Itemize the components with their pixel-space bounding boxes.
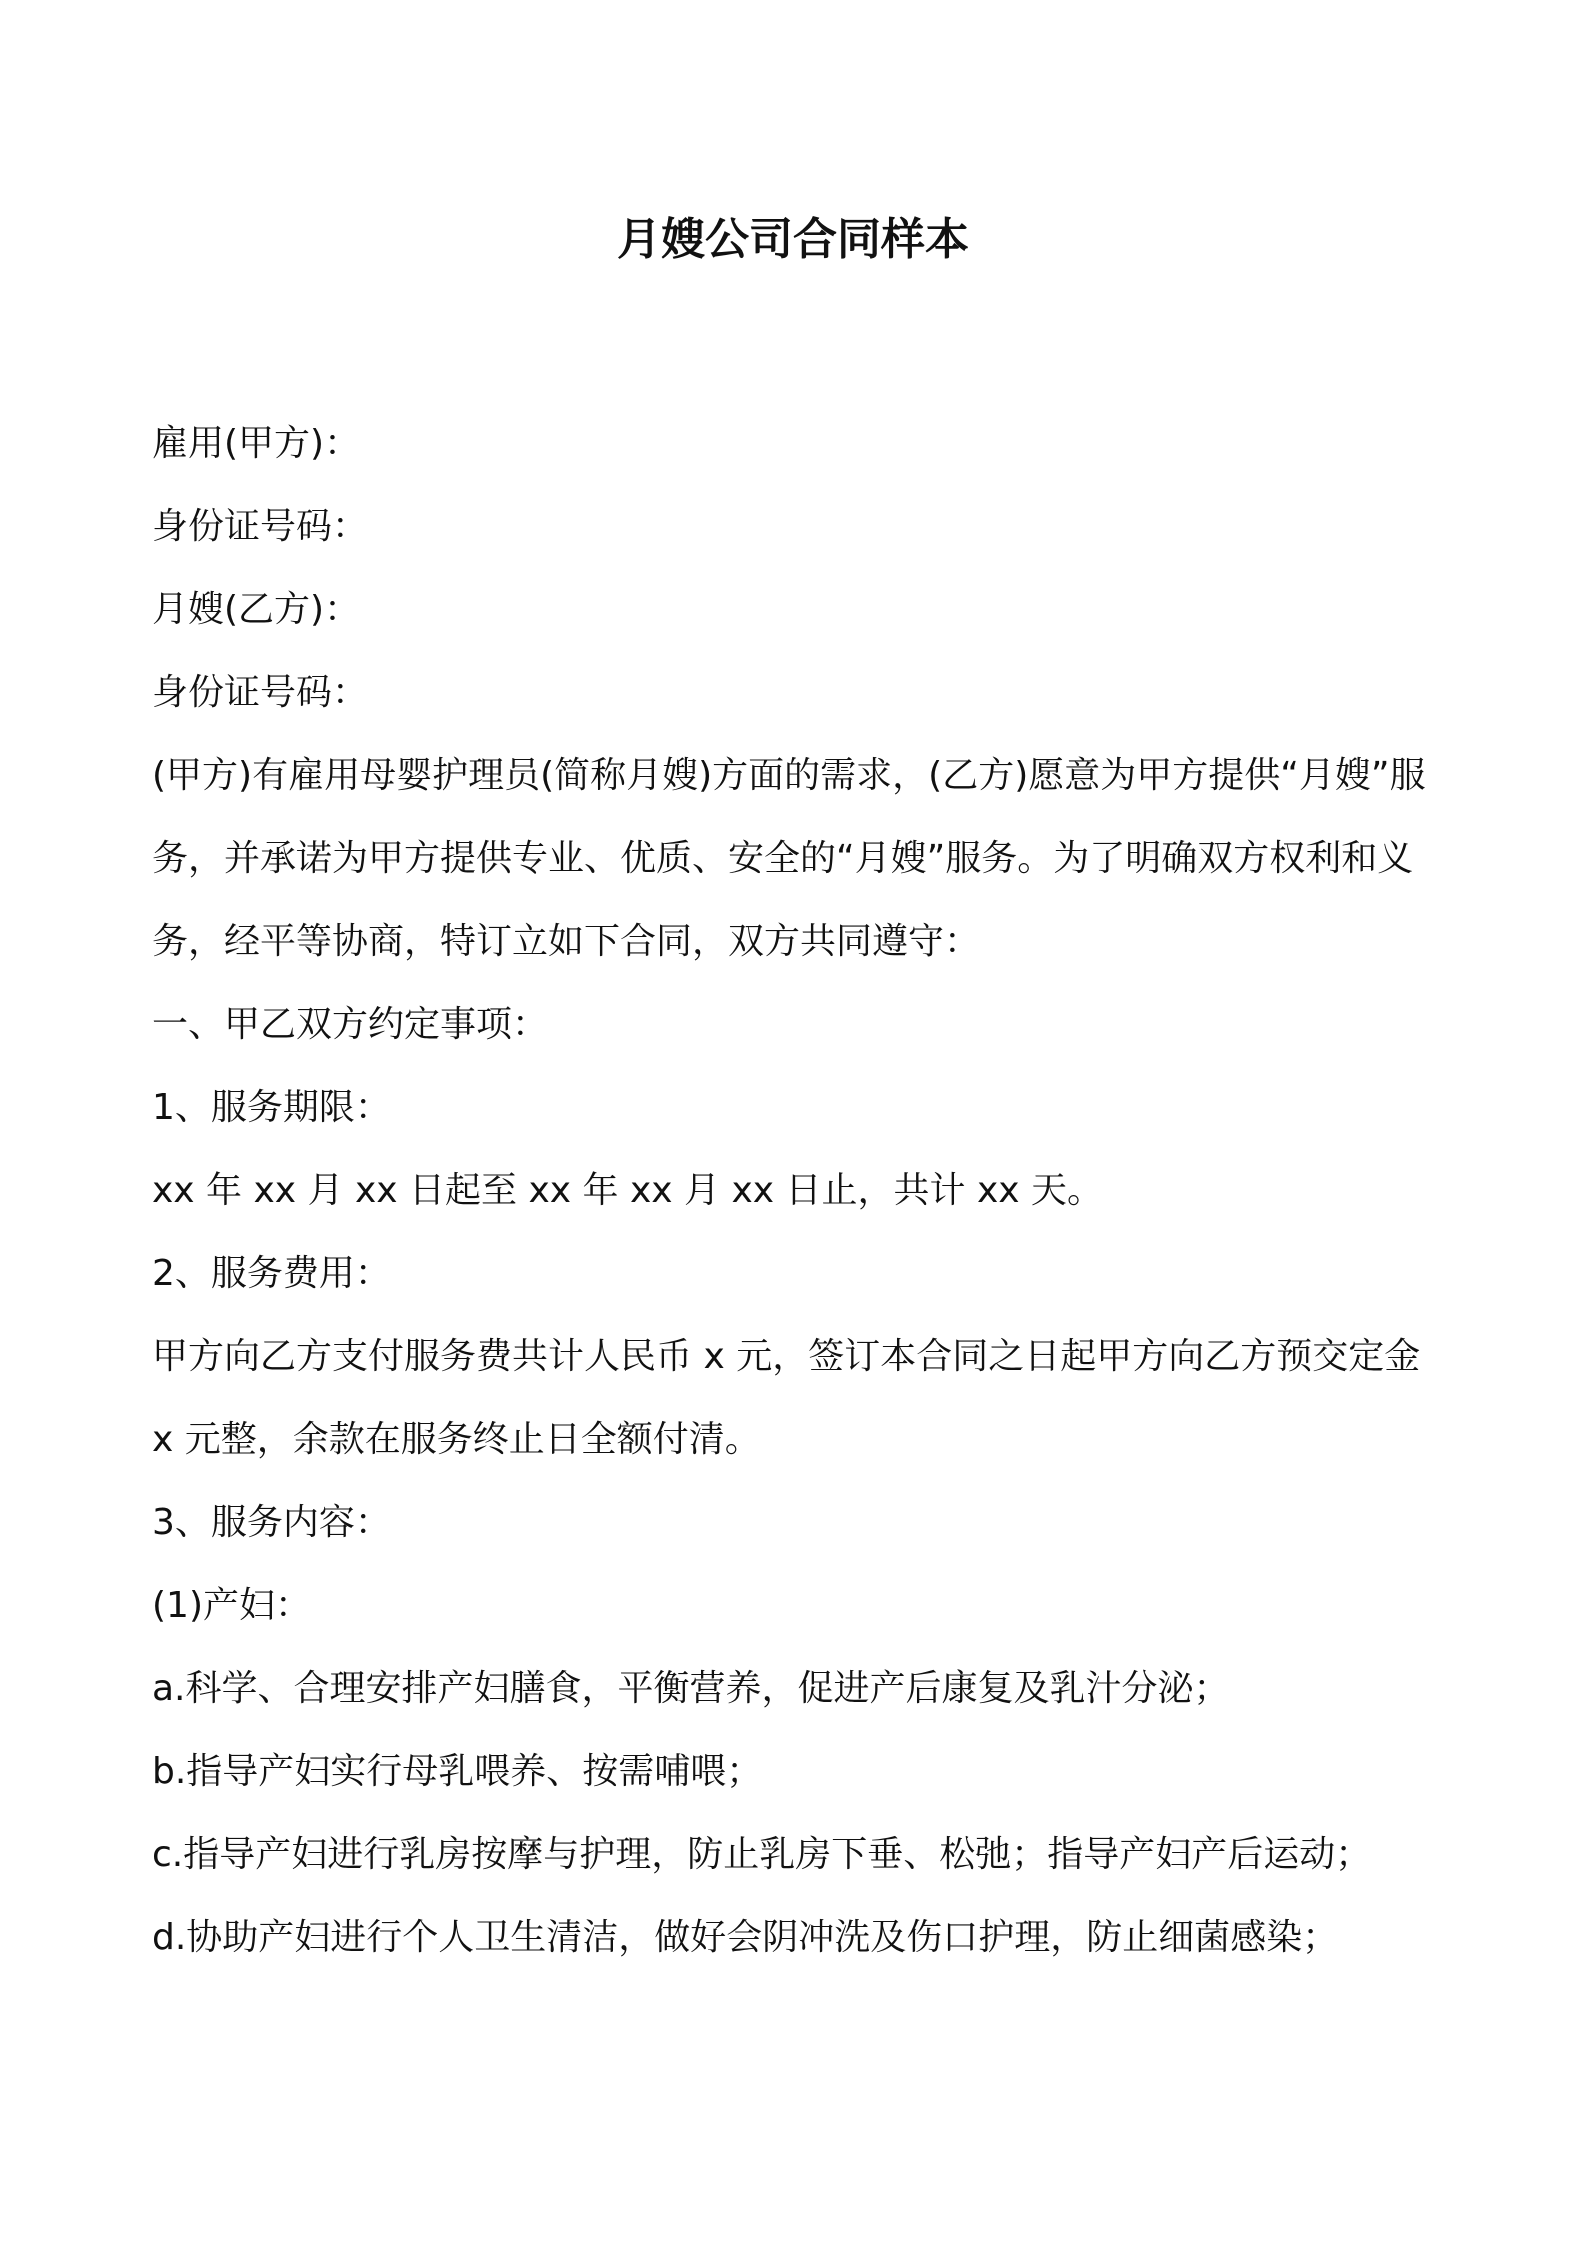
- clause-heading-service-fee: 2、服务费用：: [152, 1253, 391, 1294]
- nanny-field-label: 月嫂(乙方)：: [152, 589, 361, 630]
- list-item-b: b.指导产妇实行母乳喂养、按需哺喂；: [152, 1751, 763, 1792]
- document-title: 月嫂公司合同样本: [617, 214, 969, 265]
- nanny-id-number-label: 身份证号码：: [152, 672, 369, 713]
- clause-heading-service-content: 3、服务内容：: [152, 1502, 391, 1543]
- service-period-text: xx 年 xx 月 xx 日起至 xx 年 xx 月 xx 日止，共计 xx 天。: [152, 1170, 1104, 1211]
- service-fee-text: 甲方向乙方支付服务费共计人民币 x 元，签订本合同之日起甲方向乙方预交定金 x 元整，余款在服务终止日全额付清。: [152, 1336, 1421, 1460]
- preamble-paragraph: (甲方)有雇用母婴护理员(简称月嫂)方面的需求，(乙方)愿意为甲方提供“月嫂”服务，并承诺为甲方提供专业、优质、安全的“月嫂”服务。为了明确双方权利和义务，经平等协商，特订立如下合同，双方共同遵守：: [152, 755, 1426, 962]
- subclause-heading-mother: (1)产妇：: [152, 1585, 311, 1626]
- employer-field-label: 雇用(甲方)：: [152, 423, 361, 464]
- employer-id-number-label: 身份证号码：: [152, 506, 369, 547]
- list-item-d: d.协助产妇进行个人卫生清洁，做好会阴冲洗及伤口护理，防止细菌感染；: [152, 1917, 1339, 1958]
- document-body: [152, 402, 1442, 1979]
- clause-heading-service-period: 1、服务期限：: [152, 1087, 391, 1128]
- section-heading-agreed-matters: 一、甲乙双方约定事项：: [152, 1004, 549, 1045]
- list-item-a: a.科学、合理安排产妇膳食，平衡营养，促进产后康复及乳汁分泌；: [152, 1668, 1230, 1709]
- list-item-c: c.指导产妇进行乳房按摩与护理，防止乳房下垂、松弛；指导产妇产后运动；: [152, 1834, 1372, 1875]
